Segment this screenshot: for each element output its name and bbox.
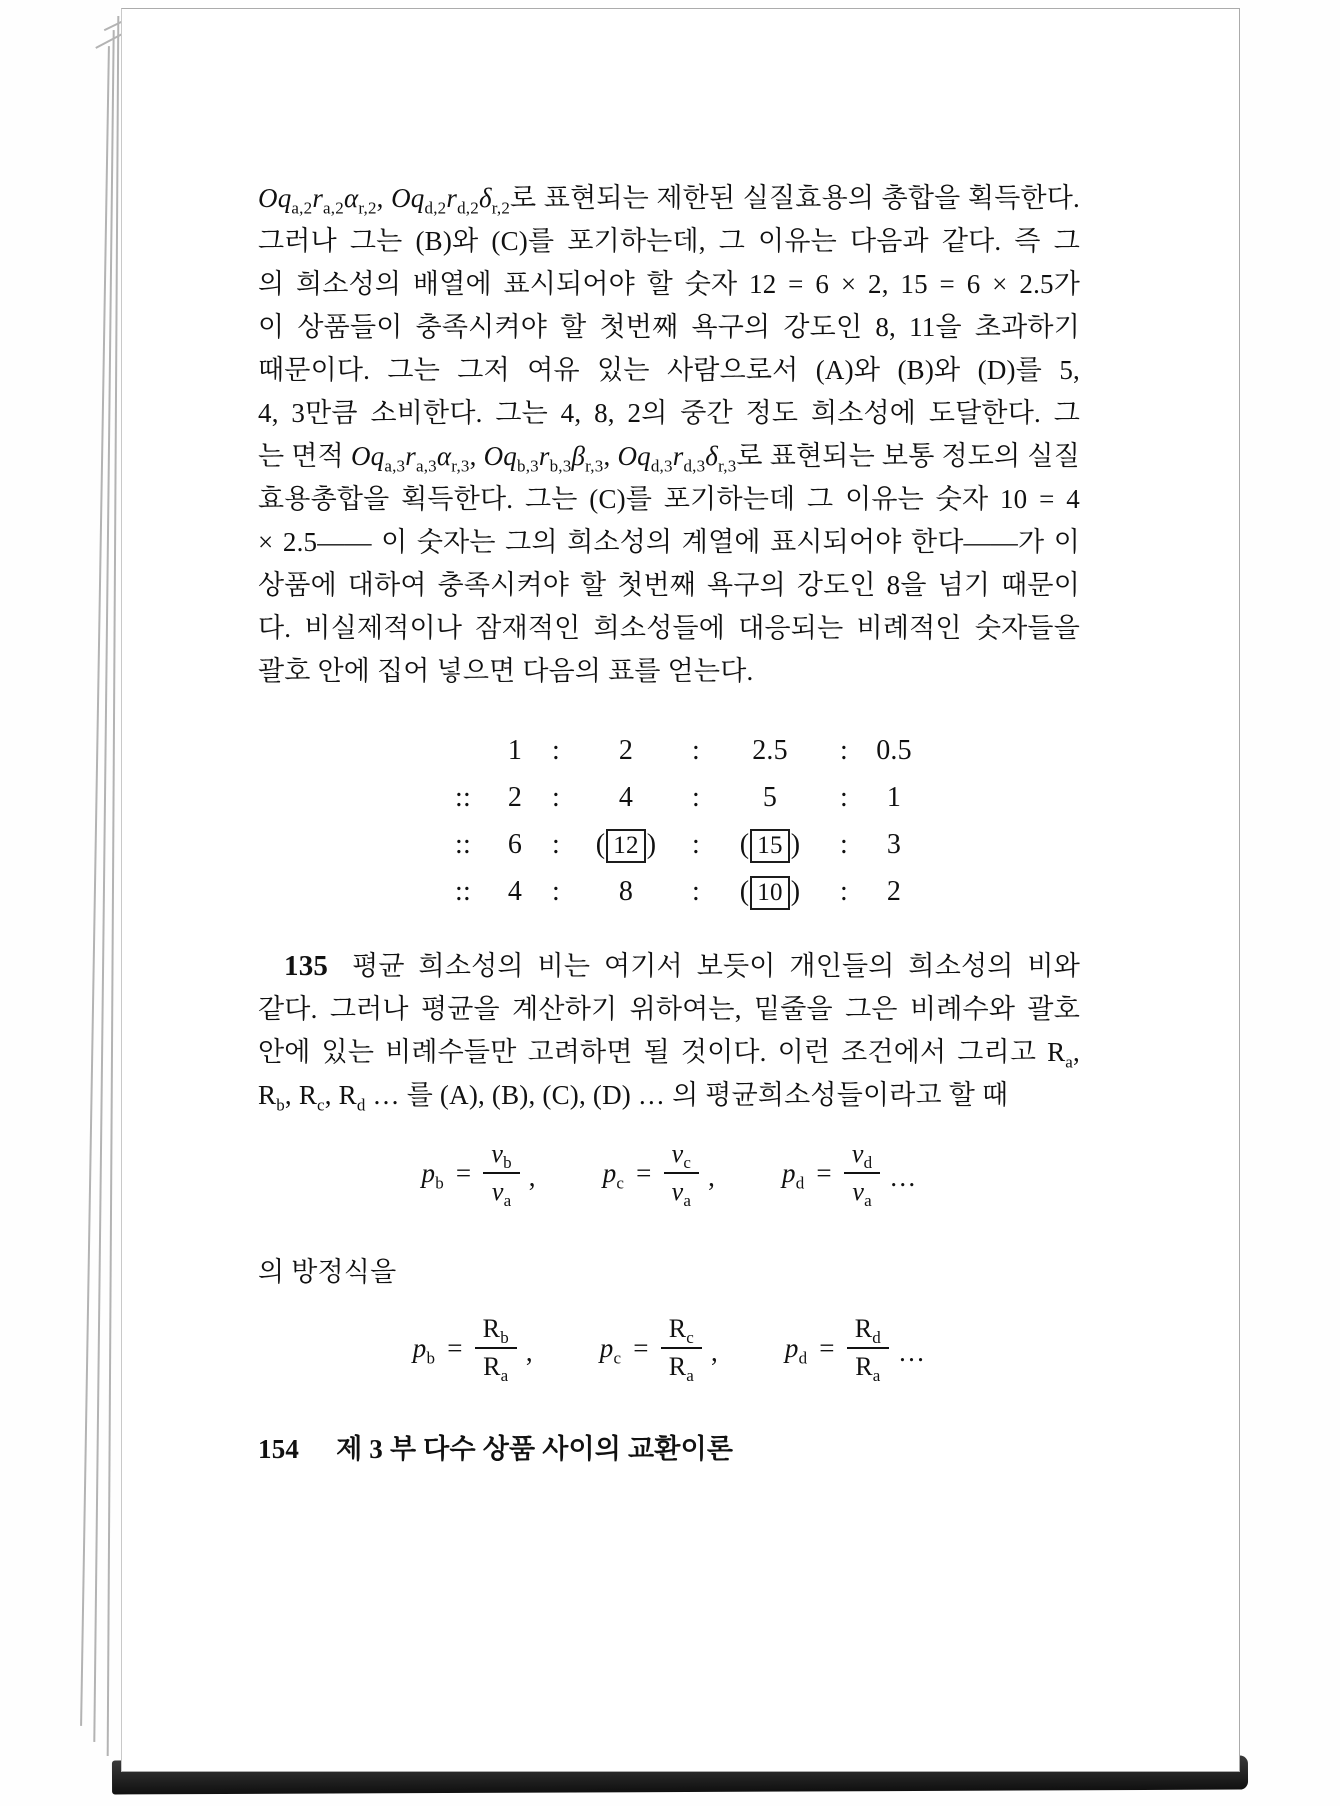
ratio-row — [434, 727, 912, 774]
open-paren: ( — [595, 829, 606, 860]
fraction: $\frac{R_b}{R_a}$ — [475, 1314, 517, 1382]
ratio-row — [434, 821, 904, 868]
text-line: $Oq_{a,2}r_{a,2}\alpha_{r,2}$, $Oq_{d,2}r_{d,2}\delta_{r,2}$로 표현되는 제한된 실질효용의 총합을 획득한다. — [258, 183, 1081, 218]
boxed-number: 12 — [606, 829, 645, 863]
text-line: 그러나 그는 (B)와 (C)를 포기하는데, 그 이유는 다음과 같다. 즉 그 — [258, 226, 1080, 256]
ratio-cell: 2 — [507, 782, 523, 813]
ratio-cell: 1 — [507, 735, 523, 766]
text-line: 괄호 안에 집어 넣으면 다음의 표를 얻는다. — [258, 656, 754, 686]
colon: : — [552, 876, 560, 907]
page-stack-edge-1 — [80, 46, 110, 1726]
text-line: 이 상품들이 충족시켜야 할 첫번째 욕구의 강도인 8, 11을 초과하기 — [258, 312, 1080, 342]
close-paren: ) — [646, 829, 657, 860]
formula — [784, 1314, 926, 1386]
ratio-cell: 3 — [886, 829, 902, 860]
text-line: $R_b$, $R_c$, $R_d$ … 를 (A), (B), (C), (D) … 의 평균희소성들이라고 할 때 — [258, 1080, 1009, 1115]
ratio-cell: 2 — [886, 876, 902, 907]
equals-sign: = — [455, 1157, 472, 1188]
close-paren: ) — [790, 829, 801, 860]
equals-sign: = — [636, 1157, 652, 1188]
formula — [421, 1139, 536, 1211]
formula-lhs: $p_d$ — [784, 1332, 808, 1367]
footer-chapter-title: 제 3 부 다수 상품 사이의 교환이론 — [336, 1434, 734, 1464]
text-line: 같다. 그러나 평균을 계산하기 위하여는, 밑줄을 그은 비례수와 괄호 — [258, 994, 1080, 1024]
text-line: 상품에 대하여 충족시켜야 할 첫번째 욕구의 강도인 8을 넘기 때문이 — [258, 570, 1080, 600]
separator: , — [525, 1337, 533, 1367]
colon: : — [552, 735, 560, 766]
main-page — [121, 8, 1240, 1772]
text-line: 의 희소성의 배열에 표시되어야 할 숫자 12 = 6 × 2, 15 = 6 × 2.5가 — [258, 269, 1080, 299]
colon: : — [840, 735, 848, 766]
equals-sign: = — [816, 1157, 832, 1188]
text-line: 는 면적 $Oq_{a,3}r_{a,3}\alpha_{r,3}$, $Oq_{b,3}r_{b,3}\beta_{r,3}$, $Oq_{d,3}r_{d,3}\delta_{r,3}$로 표현되는 보통 정도의 실질 — [258, 441, 1080, 476]
open-paren: ( — [739, 829, 750, 860]
double-colon: :: — [455, 782, 471, 813]
formula — [412, 1314, 533, 1386]
formula-lhs: $p_b$ — [412, 1332, 436, 1367]
colon: : — [692, 735, 700, 766]
ratio-cell: 2.5 — [752, 735, 788, 766]
text-line: 효용총합을 획득한다. 그는 (C)를 포기하는데 그 이유는 숫자 10 = 4 — [258, 484, 1080, 514]
formula-lhs: $p_c$ — [602, 1157, 625, 1192]
formula-lhs: $p_b$ — [421, 1157, 444, 1192]
ellipsis: … — [897, 1337, 926, 1367]
text-line: 때문이다. 그는 그저 여유 있는 사람으로서 (A)와 (B)와 (D)를 5, — [258, 355, 1080, 385]
ratio-cell: 8 — [618, 876, 634, 907]
separator: , — [710, 1337, 718, 1367]
colon: : — [552, 782, 560, 813]
text-line: 안에 있는 비례수들만 고려하면 될 것이다. 이런 조건에서 그리고 $R_a$, — [258, 1037, 1080, 1072]
ratio-cell: 6 — [507, 829, 523, 860]
colon: : — [692, 876, 700, 907]
formula-lhs: $p_c$ — [599, 1332, 622, 1367]
fraction: $\frac{v_b}{v_a}$ — [483, 1139, 519, 1207]
fraction: $\frac{v_d}{v_a}$ — [844, 1139, 880, 1207]
text-line — [258, 945, 1080, 988]
separator: , — [708, 1162, 716, 1192]
fraction: $\frac{R_d}{R_a}$ — [847, 1314, 889, 1382]
double-colon: :: — [455, 876, 471, 907]
ratio-cell — [714, 823, 826, 866]
equation-intro-line: 의 방정식을 — [258, 1257, 397, 1287]
boxed-number: 15 — [750, 829, 789, 863]
fraction: $\frac{v_c}{v_a}$ — [664, 1139, 700, 1207]
formula — [602, 1139, 716, 1211]
text-line: 다. 비실제적이나 잠재적인 희소성들에 대응되는 비례적인 숫자들을 — [258, 613, 1080, 643]
formula — [599, 1314, 718, 1386]
ratio-table — [434, 727, 912, 915]
separator: , — [528, 1162, 536, 1192]
ratio-cell: 5 — [762, 782, 778, 813]
formula-lhs: $p_d$ — [782, 1157, 805, 1192]
colon: : — [840, 782, 848, 813]
ratio-cell: 2 — [618, 735, 634, 766]
ratio-cell: 4 — [618, 782, 634, 813]
ellipsis: … — [889, 1162, 917, 1192]
formula-row-r — [258, 1314, 1080, 1400]
colon: : — [692, 829, 700, 860]
ratio-row — [434, 868, 904, 915]
boxed-number: 10 — [750, 876, 789, 910]
colon: : — [552, 829, 560, 860]
section-text: 평균 희소성의 비는 여기서 보듯이 개인들의 희소성의 비와 — [352, 951, 1080, 981]
text-line: × 2.5—— 이 숫자는 그의 희소성의 계열에 표시되어야 한다——가 이 — [258, 527, 1080, 557]
fraction: $\frac{R_c}{R_a}$ — [661, 1314, 702, 1382]
colon: : — [692, 782, 700, 813]
paragraph-1 — [258, 177, 1080, 693]
ratio-cell — [714, 870, 826, 913]
text-line: 4, 3만큼 소비한다. 그는 4, 8, 2의 중간 정도 희소성에 도달한다. 그 — [258, 398, 1080, 428]
section-number: 135 — [284, 950, 329, 982]
page-stack-edge-3 — [107, 16, 120, 1756]
footer-page-number: 154 — [258, 1434, 300, 1464]
ratio-cell — [574, 823, 678, 866]
page-footer — [258, 1428, 1080, 1471]
ratio-cell: 1 — [886, 782, 902, 813]
formula — [782, 1139, 917, 1211]
colon: : — [840, 876, 848, 907]
colon: : — [840, 829, 848, 860]
open-paren: ( — [739, 876, 750, 907]
page-content — [258, 177, 1080, 1471]
ratio-row — [434, 774, 904, 821]
equals-sign: = — [819, 1332, 835, 1363]
formula-row-v — [258, 1139, 1080, 1225]
section-135 — [258, 945, 1080, 1117]
equals-sign: = — [447, 1332, 463, 1363]
close-paren: ) — [790, 876, 801, 907]
ratio-cell: 0.5 — [876, 735, 912, 766]
equals-sign: = — [633, 1332, 649, 1363]
double-colon: :: — [455, 829, 471, 860]
ratio-cell: 4 — [507, 876, 523, 907]
